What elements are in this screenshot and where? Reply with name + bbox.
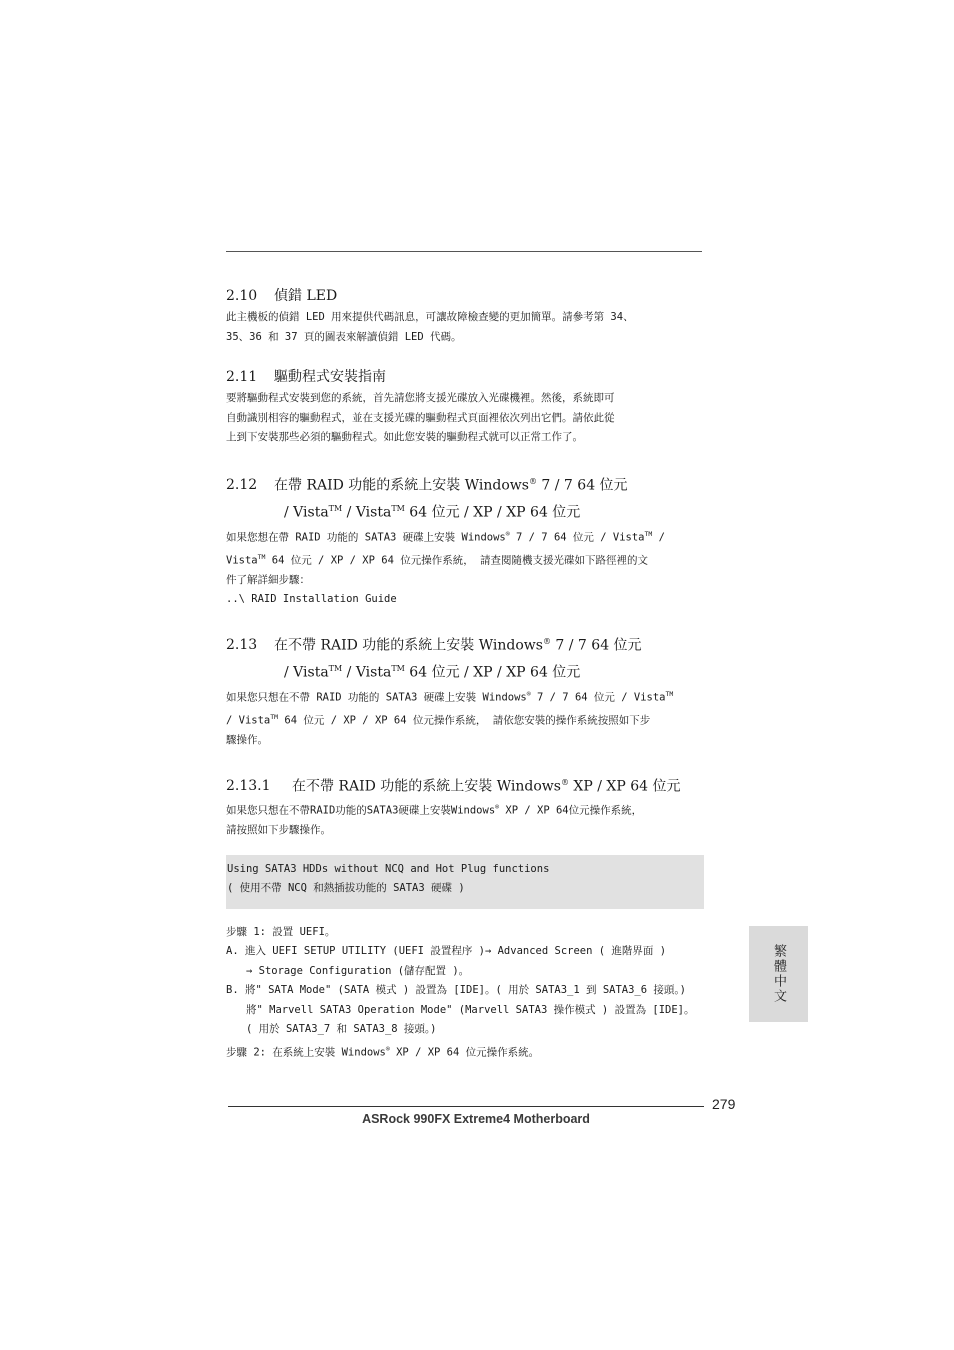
paragraph-line: 如果您只想在不帶RAID功能的SATA3硬碟上安裝Windows® XP / XP 64位元操作系統， bbox=[226, 803, 643, 817]
note-line: ( 使用不帶 NCQ 和熱插拔功能的 SATA3 硬碟 ) bbox=[227, 882, 465, 895]
heading-2-11: 2.11 驅動程式安裝指南 bbox=[226, 369, 386, 385]
language-side-tab: 繁體中文 bbox=[749, 926, 808, 1022]
note-line: Using SATA3 HDDs without NCQ and Hot Plug functions bbox=[227, 862, 550, 875]
heading-2-12: 2.12 在帶 RAID 功能的系統上安裝 Windows® 7 / 7 64 位元 / Vista™ / Vista™ 64 位元 / XP / XP 64 位元 bbox=[226, 476, 628, 521]
bottom-divider bbox=[228, 1106, 704, 1107]
paragraph-line: 件了解詳細步驟： bbox=[226, 573, 310, 586]
top-divider bbox=[226, 251, 702, 252]
paragraph-line: / Vista™ 64 位元 / XP / XP 64 位元操作系統， 請依您安裝的操作系統按照如下步 bbox=[226, 713, 651, 727]
paragraph-line: 自動識別相容的驅動程式，並在支援光碟的驅動程式頁面裡依次列出它們。請依此從 bbox=[226, 411, 615, 424]
step-a: A. 進入 UEFI SETUP UTILITY (UEFI 設置程序 )→ Advanced Screen ( 進階界面 ) bbox=[226, 945, 667, 958]
page-content bbox=[226, 284, 706, 1063]
step-b: B. 將" SATA Mode" (SATA 模式 ) 設置為 [IDE]。( 用於 SATA3_1 到 SATA3_6 接頭。) bbox=[226, 984, 686, 997]
paragraph-line: 35、36 和 37 頁的圖表來解讀偵錯 LED 代碼。 bbox=[226, 330, 462, 343]
paragraph-line: 上到下安裝那些必須的驅動程式。如此您安裝的驅動程式就可以正常工作了。 bbox=[226, 431, 583, 443]
paragraph-line: 請按照如下步驟操作。 bbox=[226, 824, 331, 837]
step-2: 步驟 2: 在系統上安裝 Windows® XP / XP 64 位元操作系統。 bbox=[226, 1044, 540, 1059]
paragraph-line: 如果您只想在不帶 RAID 功能的 SATA3 硬碟上安裝 Windows® 7 / 7 64 位元 / Vista™ bbox=[226, 690, 674, 704]
page-number: 279 bbox=[712, 1096, 736, 1112]
note-box bbox=[226, 855, 704, 909]
heading-2-13-1: 2.13.1 在不帶 RAID 功能的系統上安裝 Windows® XP / XP 64 位元 bbox=[226, 777, 681, 795]
paragraph-line: 如果您想在帶 RAID 功能的 SATA3 硬碟上安裝 Windows® 7 / 7 64 位元 / Vista™ / bbox=[226, 529, 665, 544]
paragraph-line: 驟操作。 bbox=[226, 734, 268, 747]
heading-2-10: 2.10 偵錯 LED bbox=[226, 288, 338, 304]
paragraph-line: Vista™ 64 位元 / XP / XP 64 位元操作系統， 請查閱隨機支援光碟如下路徑裡的文 bbox=[226, 552, 649, 567]
paragraph-line: 此主機板的偵錯 LED 用來提供代碼訊息，可讓故障檢查變的更加簡單。請參考第 34、 bbox=[226, 311, 634, 323]
paragraph-line: 要將驅動程式安裝到您的系統，首先請您將支援光碟放入光碟機裡。然後，系統即可 bbox=[226, 392, 615, 404]
file-path: ..\ RAID Installation Guide bbox=[226, 593, 397, 606]
step-b-cont: 將" Marvell SATA3 Operation Mode" (Marvell SATA3 操作模式 ) 設置為 [IDE]。 bbox=[246, 1003, 695, 1016]
footer-title: ASRock 990FX Extreme4 Motherboard bbox=[362, 1112, 590, 1126]
step-1: 步驟 1: 設置 UEFI。 bbox=[226, 925, 336, 938]
heading-2-13: 2.13 在不帶 RAID 功能的系統上安裝 Windows® 7 / 7 64 位元 / Vista™ / Vista™ 64 位元 / XP / XP 64 位元 bbox=[226, 636, 642, 682]
step-b-cont: ( 用於 SATA3_7 和 SATA3_8 接頭。) bbox=[246, 1023, 437, 1036]
step-a-cont: → Storage Configuration (儲存配置 )。 bbox=[246, 964, 470, 977]
